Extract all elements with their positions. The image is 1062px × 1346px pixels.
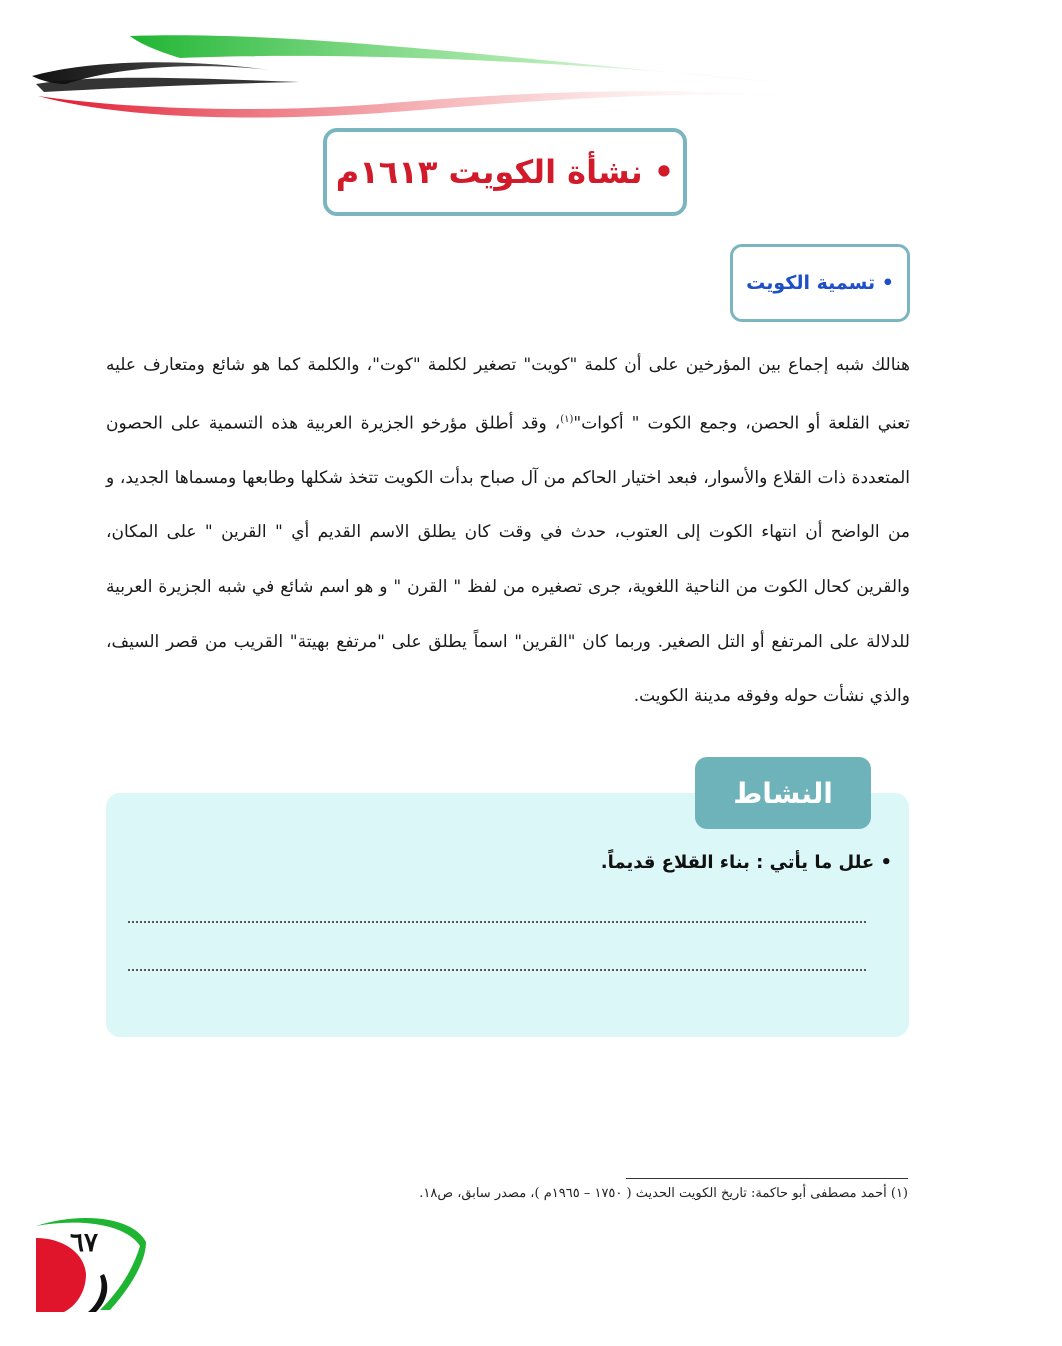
body-line-3: التسمية على الحصون المتعددة ذات القلاع والأسوار، فبعد اختيار الحاكم من آل صباح بدأت الكويت تتخذ <box>106 413 911 488</box>
body-line-6: " القرن " و هو اسم شائع في شبه الجزيرة العربية للدلالة على المرتفع أو التل الصغير. وربما كان "القرين" اسماً <box>106 577 910 652</box>
answer-line-1[interactable] <box>128 921 866 923</box>
body-line-5: الاسم القديم أي " القرين " على المكان، والقرين كحال الكوت من الناحية اللغوية، جرى تصغيره من لفظ <box>106 522 910 598</box>
body-line-2a: ومتعارف عليه تعني القلعة أو الحصن، وجمع الكوت " أكوات" <box>106 355 910 434</box>
flag-swoosh-decoration <box>0 0 1062 140</box>
section-heading: • تسمية الكويت <box>746 272 894 294</box>
corner-flag-decoration <box>0 1212 150 1312</box>
section-heading-frame <box>730 244 910 322</box>
activity-label: النشاط <box>695 757 871 829</box>
body-paragraph <box>106 338 910 724</box>
body-line-7: يطلق على "مرتفع بهيتة" القريب من قصر السيف، والذي نشأت حوله وفوقه مدينة الكويت. <box>106 631 910 707</box>
page-number: ٦٧ <box>70 1228 98 1258</box>
footnote-divider <box>626 1178 908 1179</box>
body-line-2b: ، وقد أطلق مؤرخو الجزيرة العربية هذه <box>271 413 561 434</box>
footnote-reference: (١) <box>560 413 574 425</box>
answer-line-2[interactable] <box>128 969 866 971</box>
activity-question: • علل ما يأتي : بناء القلاع قديماً. <box>600 852 892 873</box>
activity-panel <box>106 793 909 1037</box>
title-frame <box>323 128 687 216</box>
footnote: (١) أحمد مصطفى أبو حاكمة: تاريخ الكويت الحديث ( ١٧٥٠ – ١٩٦٥م )، مصدر سابق، ص١٨. <box>419 1186 908 1201</box>
body-line-1: هنالك شبه إجماع بين المؤرخين على أن كلمة "كويت" تصغير لكلمة "كوت"، والكلمة كما هو شائع <box>211 355 911 375</box>
body-line-4: شكلها وطابعها ومسماها الجديد، و من الواضح أن انتهاء الكوت إلى العتوب، حدث في وقت كان يطلق <box>106 467 910 543</box>
page-title: • نشأة الكويت ١٦١٣م <box>335 153 675 191</box>
